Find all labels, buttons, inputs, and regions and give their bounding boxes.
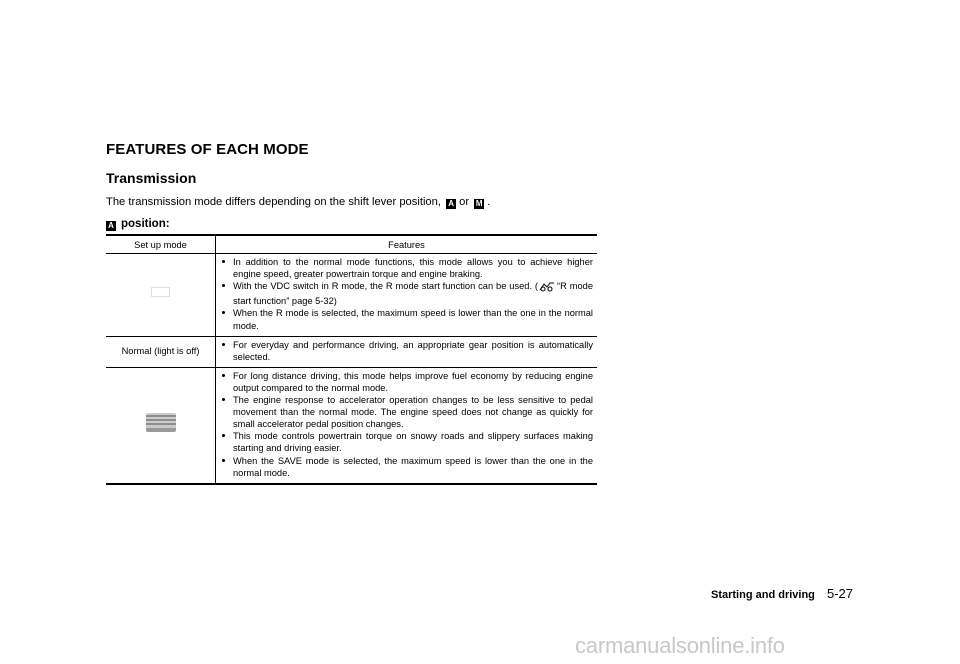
features-cell xyxy=(216,367,598,483)
features-cell xyxy=(216,336,598,367)
position-label xyxy=(106,218,170,231)
watermark: carmanualsonline.info xyxy=(575,633,785,658)
feature-bullet: The engine response to accelerator operation changes to be less sensitive to pedal movement than the normal mode. The engine speed does not change as quickly for small accelerator pedal position changes. xyxy=(220,394,593,430)
section-heading: FEATURES OF EACH MODE xyxy=(106,141,309,158)
intro-or-text: or xyxy=(459,196,470,208)
page-reference-icon xyxy=(539,281,555,295)
modes-table xyxy=(106,234,597,485)
r-mode-icon xyxy=(151,287,170,297)
feature-bullet: This mode controls powertrain torque on snowy roads and slippery surfaces making starting and driving easier. xyxy=(220,430,593,454)
intro-text: The transmission mode differs depending on the shift lever position, xyxy=(106,196,441,208)
mode-cell xyxy=(106,254,216,337)
header-setup-mode: Set up mode xyxy=(106,235,216,254)
feature-text: “R mode start function” page 5-32) xyxy=(233,281,594,307)
table-row xyxy=(106,254,597,337)
table-row xyxy=(106,336,597,367)
mode-cell: Normal (light is off) xyxy=(106,336,216,367)
position-label-text: position: xyxy=(121,218,170,230)
feature-bullet: For everyday and performance driving, an appropriate gear position is automatically selected. xyxy=(220,339,593,363)
table-header-row xyxy=(106,235,597,254)
position-a-badge: A xyxy=(106,221,116,231)
feature-bullet: When the R mode is selected, the maximum speed is lower than the one in the normal mode. xyxy=(220,307,593,331)
mode-cell xyxy=(106,367,216,483)
page-number: 5-27 xyxy=(827,586,854,601)
intro-paragraph xyxy=(106,196,490,209)
position-a-badge: A xyxy=(446,199,456,209)
save-mode-icon xyxy=(146,413,176,432)
feature-bullet: In addition to the normal mode functions, this mode allows you to achieve higher engine speed, greater powertrain torque and engine braking. xyxy=(220,256,593,280)
feature-bullet: For long distance driving, this mode helps improve fuel economy by reducing engine output compared to the normal mode. xyxy=(220,370,593,394)
table-row xyxy=(106,367,597,483)
intro-end-text: . xyxy=(487,196,491,208)
position-m-badge: M xyxy=(475,199,483,208)
features-cell xyxy=(216,254,598,337)
header-features: Features xyxy=(216,235,598,254)
feature-bullet: When the SAVE mode is selected, the maximum speed is lower than the one in the normal mode. xyxy=(220,455,593,479)
sub-heading: Transmission xyxy=(106,170,197,186)
feature-bullet xyxy=(220,280,593,307)
footer-chapter: Starting and driving xyxy=(711,589,815,601)
feature-text: With the VDC switch in R mode, the R mode start function can be used. ( xyxy=(233,281,539,292)
